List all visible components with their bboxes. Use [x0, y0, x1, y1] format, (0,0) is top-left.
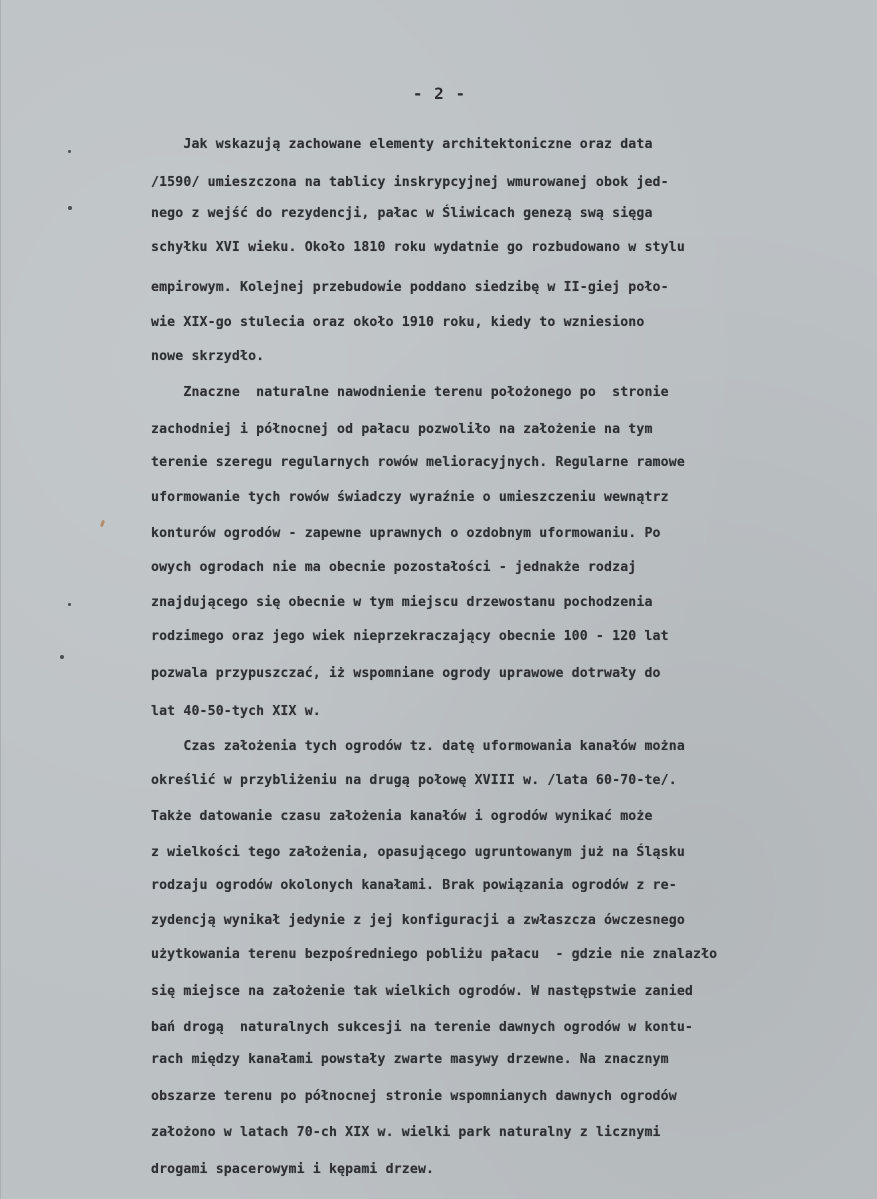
text-line: empirowym. Kolejnej przebudowie poddano siedzibę w II-giej poło-	[151, 280, 669, 295]
punch-hole-mark	[60, 655, 64, 659]
punch-hole-mark	[68, 206, 72, 210]
text-line: rodzimego oraz jego wiek nieprzekraczający obecnie 100 - 120 lat	[151, 629, 669, 644]
text-line: Czas założenia tych ogrodów tz. datę uformowania kanałów można	[151, 739, 685, 754]
text-line: rach między kanałami powstały zwarte masywy drzewne. Na znacznym	[151, 1052, 669, 1067]
text-line: Także datowanie czasu założenia kanałów i ogrodów wynikać może	[151, 809, 653, 824]
text-line: konturów ogrodów - zapewne uprawnych o ozdobnym uformowaniu. Po	[151, 526, 661, 541]
text-line: rodzaju ogrodów okolonych kanałami. Brak powiązania ogrodów z re-	[151, 878, 677, 893]
paper-stain-mark	[100, 520, 105, 528]
text-line: się miejsce na założenie tak wielkich ogrodów. W następstwie zanied	[151, 984, 693, 999]
text-line: pozwala przypuszczać, iż wspomniane ogrody uprawowe dotrwały do	[151, 666, 661, 681]
text-line: wie XIX-go stulecia oraz około 1910 roku, kiedy to wzniesiono	[151, 315, 645, 330]
text-line: /1590/ umieszczona na tablicy inskrypcyjnej wmurowanej obok jed-	[151, 175, 669, 190]
text-line: Jak wskazują zachowane elementy architektoniczne oraz data	[151, 137, 653, 152]
text-line: nowe skrzydło.	[151, 349, 265, 364]
text-line: schyłku XVI wieku. Około 1810 roku wydatnie go rozbudowano w stylu	[151, 240, 685, 255]
text-line: zydencją wynikał jedynie z jej konfiguracji a zwłaszcza ówczesnego	[151, 913, 685, 928]
text-line: z wielkości tego założenia, opasującego ugruntowanym już na Śląsku	[151, 845, 685, 860]
text-line: znajdującego się obecnie w tym miejscu drzewostanu pochodzenia	[151, 595, 653, 610]
text-line: nego z wejść do rezydencji, pałac w Śliwicach genezą swą sięga	[151, 206, 653, 221]
punch-hole-mark	[68, 603, 71, 606]
page-number: - 2 -	[412, 84, 467, 103]
text-line: Znaczne naturalne nawodnienie terenu położonego po stronie	[151, 385, 669, 400]
text-line: użytkowania terenu bezpośredniego pobliżu pałacu - gdzie nie znalazło	[151, 947, 718, 962]
text-line: drogami spacerowymi i kępami drzew.	[151, 1162, 435, 1177]
text-line: obszarze terenu po północnej stronie wspomnianych dawnych ogrodów	[151, 1089, 677, 1104]
text-line: określić w przybliżeniu na drugą połowę XVIII w. /lata 60-70-te/.	[151, 773, 677, 788]
text-line: uformowanie tych rowów świadczy wyraźnie o umieszczeniu wewnątrz	[151, 490, 669, 505]
text-line: owych ogrodach nie ma obecnie pozostałości - jednakże rodzaj	[151, 560, 637, 575]
text-line: terenie szeregu regularnych rowów melioracyjnych. Regularne ramowe	[151, 455, 685, 470]
punch-hole-mark	[68, 150, 71, 153]
text-line: bań drogą naturalnych sukcesji na terenie dawnych ogrodów w kontu-	[151, 1020, 693, 1035]
text-line: lat 40-50-tych XIX w.	[151, 704, 321, 719]
text-line: zachodniej i północnej od pałacu pozwoliło na założenie na tym	[151, 422, 653, 437]
text-line: założono w latach 70-ch XIX w. wielki park naturalny z licznymi	[151, 1125, 661, 1140]
